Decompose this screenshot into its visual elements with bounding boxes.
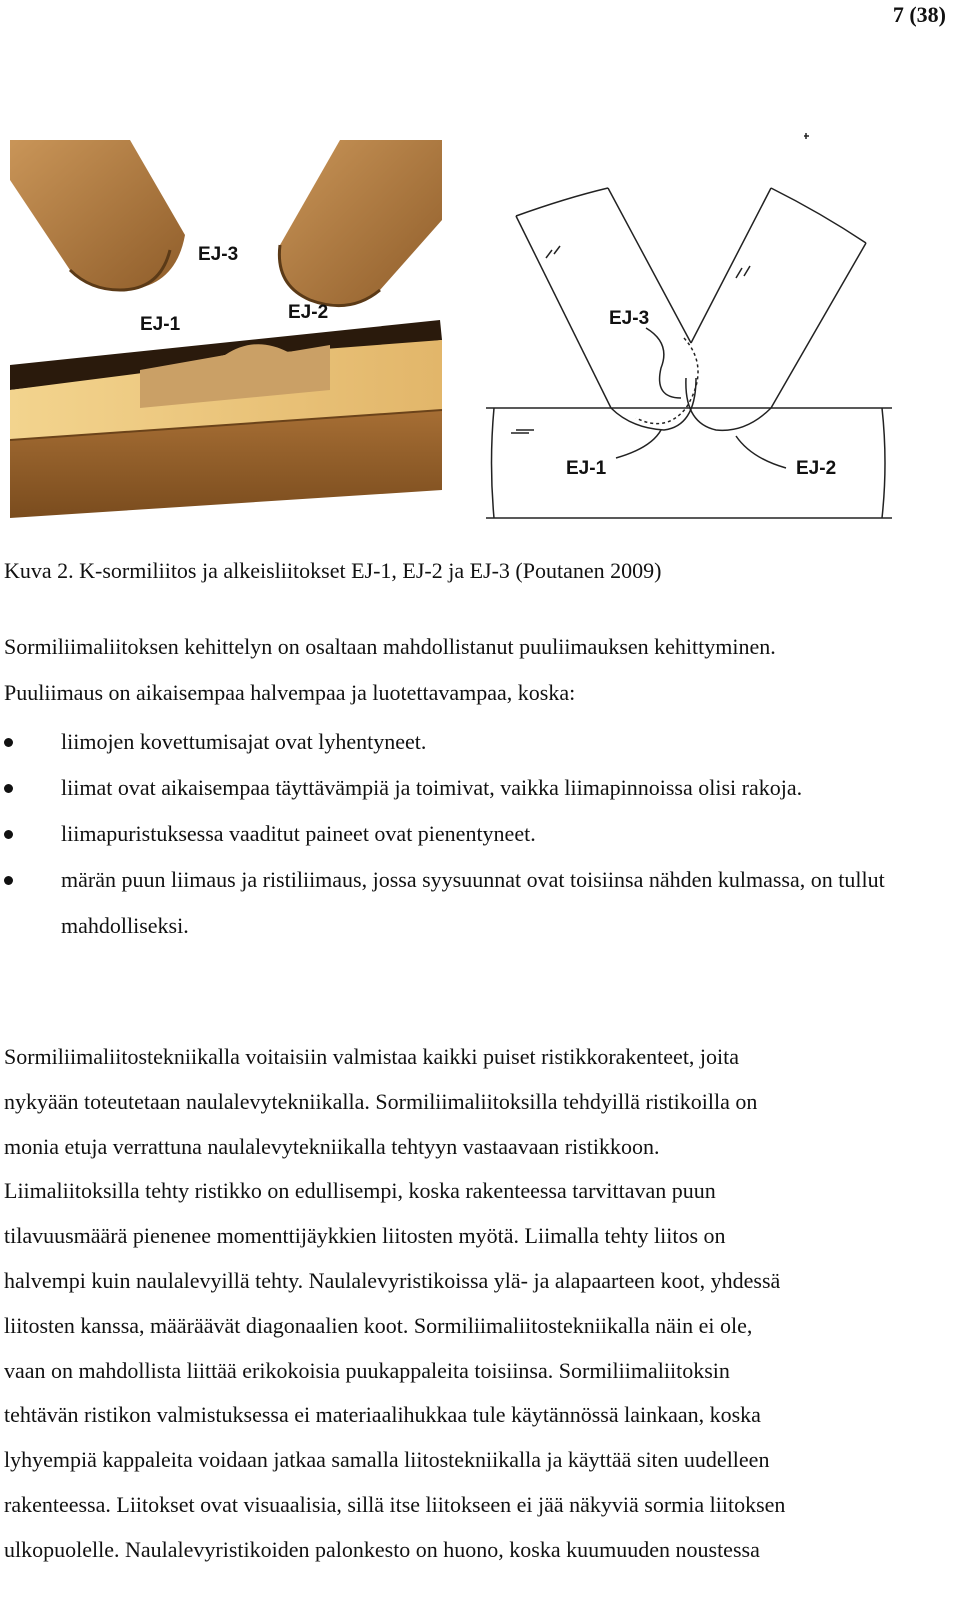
body-paragraph	[4, 1035, 944, 1573]
label-ej1-wood: EJ-1	[140, 314, 181, 335]
list-item-text: liimapuristuksessa vaaditut paineet ovat pienentyneet.	[61, 821, 536, 846]
wood-joint-illustration	[10, 140, 442, 518]
body-line: ulkopuolelle. Naulalevyristikoiden palonkesto on huono, koska kuumuuden noustessa	[4, 1536, 760, 1562]
bullet-icon	[4, 876, 13, 885]
list-item	[0, 811, 940, 857]
body-line: tilavuusmäärä pienenee momenttijäykkien liitosten myötä. Liimalla tehty liitos on	[4, 1223, 726, 1249]
body-line: rakenteessa. Liitokset ovat visuaalisia, sillä itse liitokseen ei jää näkyviä sormia liitoksen	[4, 1491, 786, 1517]
figure-caption: Kuva 2. K-sormiliitos ja alkeisliitokset EJ-1, EJ-2 ja EJ-3 (Poutanen 2009)	[4, 558, 662, 583]
intro-line: Puuliimaus on aikaisempaa halvempaa ja luotettavampaa, koska:	[4, 680, 576, 705]
bullet-list	[0, 719, 940, 949]
body-line: vaan on mahdollista liittää erikokoisia puukappaleita toisiinsa. Sormiliimaliitoksin	[4, 1357, 730, 1383]
label-ej3-wood: EJ-3	[198, 244, 239, 265]
bullet-icon	[4, 784, 13, 793]
list-item-text: märän puun liimaus ja ristiliimaus, jossa syysuunnat ovat toisiinsa nähden kulmassa, on tullut mahdolliseksi.	[61, 867, 885, 938]
joint-line-drawing	[486, 128, 892, 528]
body-line: halvempi kuin naulalevyillä tehty. Naulalevyristikoissa ylä- ja alapaarteen koot, yhdessä	[4, 1267, 781, 1293]
body-line: Liimaliitoksilla tehty ristikko on edullisempi, koska rakenteessa tarvittavan puun	[4, 1178, 716, 1204]
label-ej2-wood: EJ-2	[288, 302, 329, 323]
body-line: liitosten kanssa, määräävät diagonaalien koot. Sormiliimaliitostekniikalla näin ei ole,	[4, 1312, 753, 1338]
label-ej3-line: EJ-3	[609, 308, 650, 329]
intro-line: Sormiliimaliitoksen kehittelyn on osaltaan mahdollistanut puuliimauksen kehittyminen.	[4, 634, 776, 659]
bullet-icon	[4, 738, 13, 747]
bullet-icon	[4, 830, 13, 839]
label-ej2-line: EJ-2	[796, 458, 837, 479]
label-ej1-line: EJ-1	[566, 458, 607, 479]
page-number: 7 (38)	[892, 2, 946, 27]
list-item-text: liimat ovat aikaisempaa täyttävämpiä ja toimivat, vaikka liimapinnoissa olisi rakoja.	[61, 775, 803, 800]
list-item-text: liimojen kovettumisajat ovat lyhentyneet.	[61, 729, 427, 754]
body-line: nykyään toteutetaan naulalevytekniikalla. Sormiliimaliitoksilla tehdyillä ristikoilla on	[4, 1088, 758, 1114]
body-line: Sormiliimaliitostekniikalla voitaisiin valmistaa kaikki puiset ristikkorakenteet, joita	[4, 1044, 740, 1069]
intro-paragraph	[4, 624, 944, 716]
body-line: tehtävän ristikon valmistuksessa ei materiaalihukkaa tule käytännössä lainkaan, koska	[4, 1402, 761, 1428]
list-item	[0, 765, 940, 811]
list-item	[0, 857, 940, 949]
list-item	[0, 719, 940, 765]
body-line: monia etuja verrattuna naulalevytekniikalla tehtyyn vastaavaan ristikkoon.	[4, 1133, 660, 1159]
body-line: lyhyempiä kappaleita voidaan jatkaa samalla liitostekniikalla ja käyttää siten uudelleen	[4, 1447, 770, 1473]
